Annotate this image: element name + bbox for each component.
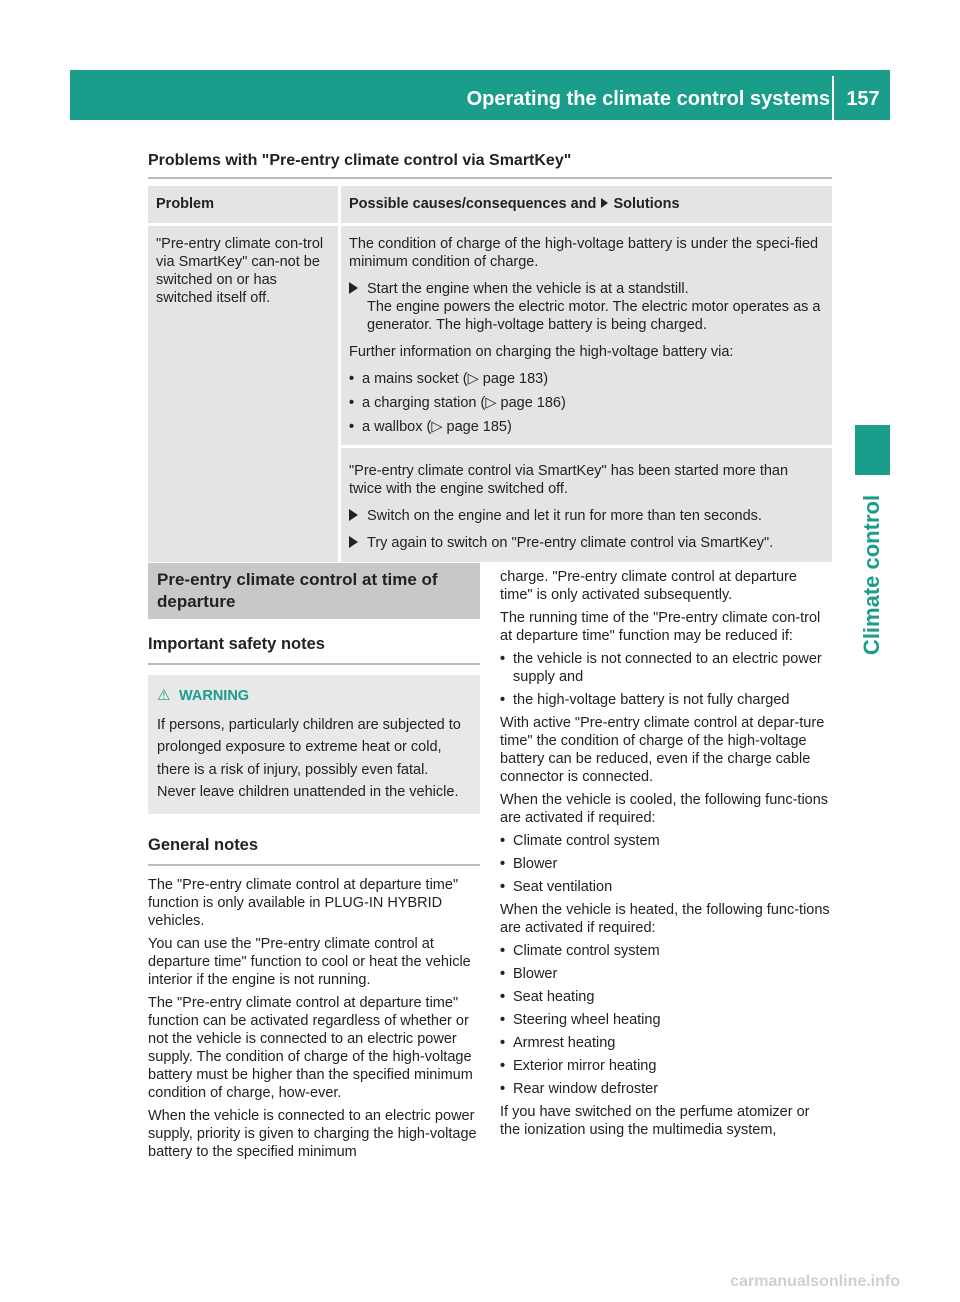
- list-item-label: a mains socket (: [362, 371, 468, 387]
- warning-text: If persons, particularly children are subjected to prolonged exposure to extreme heat or cold, there is a risk of injury, possibly even fatal. Never leave children unattended in the vehicle.: [157, 716, 461, 800]
- page-ref-icon: ▷: [467, 371, 479, 387]
- list-item: • Steering wheel heating: [500, 1011, 832, 1029]
- paragraph: When the vehicle is cooled, the following func-tions are activated if required:: [500, 792, 829, 826]
- paragraph: If you have switched on the perfume atomizer or the ionization using the multimedia system,: [500, 1104, 810, 1138]
- paragraph: charge. "Pre-entry climate control at departure time" is only activated subsequently.: [500, 569, 797, 603]
- warning-label: WARNING: [179, 688, 250, 704]
- paragraph: When the vehicle is heated, the following func-tions are activated if required:: [500, 902, 830, 936]
- action-text: Try again to switch on "Pre-entry climate control via SmartKey".: [367, 535, 774, 551]
- paragraph: The running time of the "Pre-entry climate con-trol at departure time" function may be reduced if:: [500, 610, 821, 644]
- action-text: Switch on the engine and let it run for more than ten seconds.: [367, 508, 762, 524]
- watermark: carmanualsonline.info: [730, 1273, 900, 1290]
- warning-title: [157, 685, 471, 708]
- action-triangle-icon: [349, 536, 358, 548]
- list-item: [349, 418, 824, 436]
- section-title: Problems with "Pre-entry climate control via SmartKey": [148, 152, 572, 169]
- header-title: Operating the climate control systems: [466, 88, 830, 110]
- list-item: • Seat ventilation: [500, 878, 832, 896]
- paragraph: The "Pre-entry climate control at departure time" function is only available in PLUG-IN HYBRID vehicles.: [148, 876, 459, 929]
- action-item: [349, 534, 824, 552]
- subheading-safety: Important safety notes: [148, 635, 325, 653]
- section-divider: [148, 177, 832, 179]
- list-item: • Blower: [500, 855, 832, 873]
- list-item: • the high-voltage battery is not fully charged: [500, 691, 832, 709]
- action-item: [349, 280, 824, 334]
- solution-cell-2: [341, 448, 832, 562]
- list-item: • Rear window defroster: [500, 1080, 832, 1098]
- paragraph: When the vehicle is connected to an electric power supply, priority is given to charging the high-voltage battery to the specified minimum: [148, 1107, 477, 1160]
- page-number: 157: [846, 88, 880, 110]
- paragraph: You can use the "Pre-entry climate control at departure time" function to cool or heat the vehicle interior if the engine is not running.: [148, 935, 471, 988]
- column-header-solutions-prefix: Possible causes/consequences and: [349, 196, 597, 212]
- solution-cell-1: [341, 226, 832, 448]
- page-ref-link[interactable]: page 183): [482, 371, 549, 387]
- section-heading-box: Pre-entry climate control at time of departure: [148, 563, 480, 619]
- list-item: • Climate control system: [500, 832, 832, 850]
- action-item: [349, 507, 824, 525]
- page-header: [70, 70, 890, 120]
- list-item: • Climate control system: [500, 942, 832, 960]
- list-item: • the vehicle is not connected to an electric power supply and: [500, 650, 832, 686]
- action-triangle-icon: [349, 282, 358, 294]
- column-header-solutions-suffix: Solutions: [613, 196, 680, 212]
- problem-cell: [148, 226, 341, 562]
- column-header-problem: Problem: [148, 186, 341, 226]
- paragraph: The "Pre-entry climate control at departure time" function can be activated regardless of whether or not the vehicle is connected to an electric power supply. The condition of charge of the high-voltage battery must be higher than the specified minimum condition of charge, how-ever.: [148, 994, 473, 1101]
- header-divider: [832, 76, 834, 120]
- list-item: [349, 370, 824, 388]
- list-item-label: a charging station (: [362, 395, 486, 411]
- page-ref-icon: ▷: [485, 395, 497, 411]
- paragraph: With active "Pre-entry climate control at depar-ture time" the condition of charge of the high-voltage battery can be reduced, even if the charge cable connector is connected.: [500, 715, 825, 785]
- list-item-label: a wallbox (: [362, 419, 432, 435]
- action-text: Start the engine when the vehicle is at a standstill.: [367, 281, 689, 297]
- subheading-divider: [148, 864, 480, 866]
- problems-table: [148, 186, 832, 562]
- subheading-general: General notes: [148, 835, 259, 854]
- column-header-solutions: [341, 186, 832, 226]
- page-ref-link[interactable]: page 185): [446, 419, 512, 435]
- cause-text: The condition of charge of the high-voltage battery is under the speci-fied minimum condition of charge.: [349, 236, 819, 270]
- list-item: • Exterior mirror heating: [500, 1057, 832, 1075]
- list-item: • Seat heating: [500, 988, 832, 1006]
- cause-text: "Pre-entry climate control via SmartKey" has been started more than twice with the engine switched off.: [349, 463, 789, 497]
- action-triangle-icon: [349, 509, 358, 521]
- warning-box: [148, 675, 480, 814]
- problem-text: "Pre-entry climate con-trol via SmartKey" can-not be switched on or has switched itself off.: [156, 236, 324, 306]
- action-triangle-icon: [601, 198, 608, 208]
- left-column: [148, 563, 480, 1166]
- right-column: [500, 568, 832, 1144]
- list-item: • Blower: [500, 965, 832, 983]
- subheading-divider: [148, 663, 480, 665]
- further-info-text: Further information on charging the high-voltage battery via:: [349, 344, 734, 360]
- list-item: • Armrest heating: [500, 1034, 832, 1052]
- list-item: [349, 394, 824, 412]
- chapter-label: Climate control: [859, 494, 884, 656]
- page-ref-icon: ▷: [431, 419, 443, 435]
- action-detail: The engine powers the electric motor. The electric motor operates as a generator. The high-voltage battery is being charged.: [367, 299, 821, 333]
- page-ref-link[interactable]: page 186): [500, 395, 566, 411]
- chapter-tab-marker: [855, 425, 890, 475]
- warning-triangle-icon: ⚠: [157, 687, 171, 704]
